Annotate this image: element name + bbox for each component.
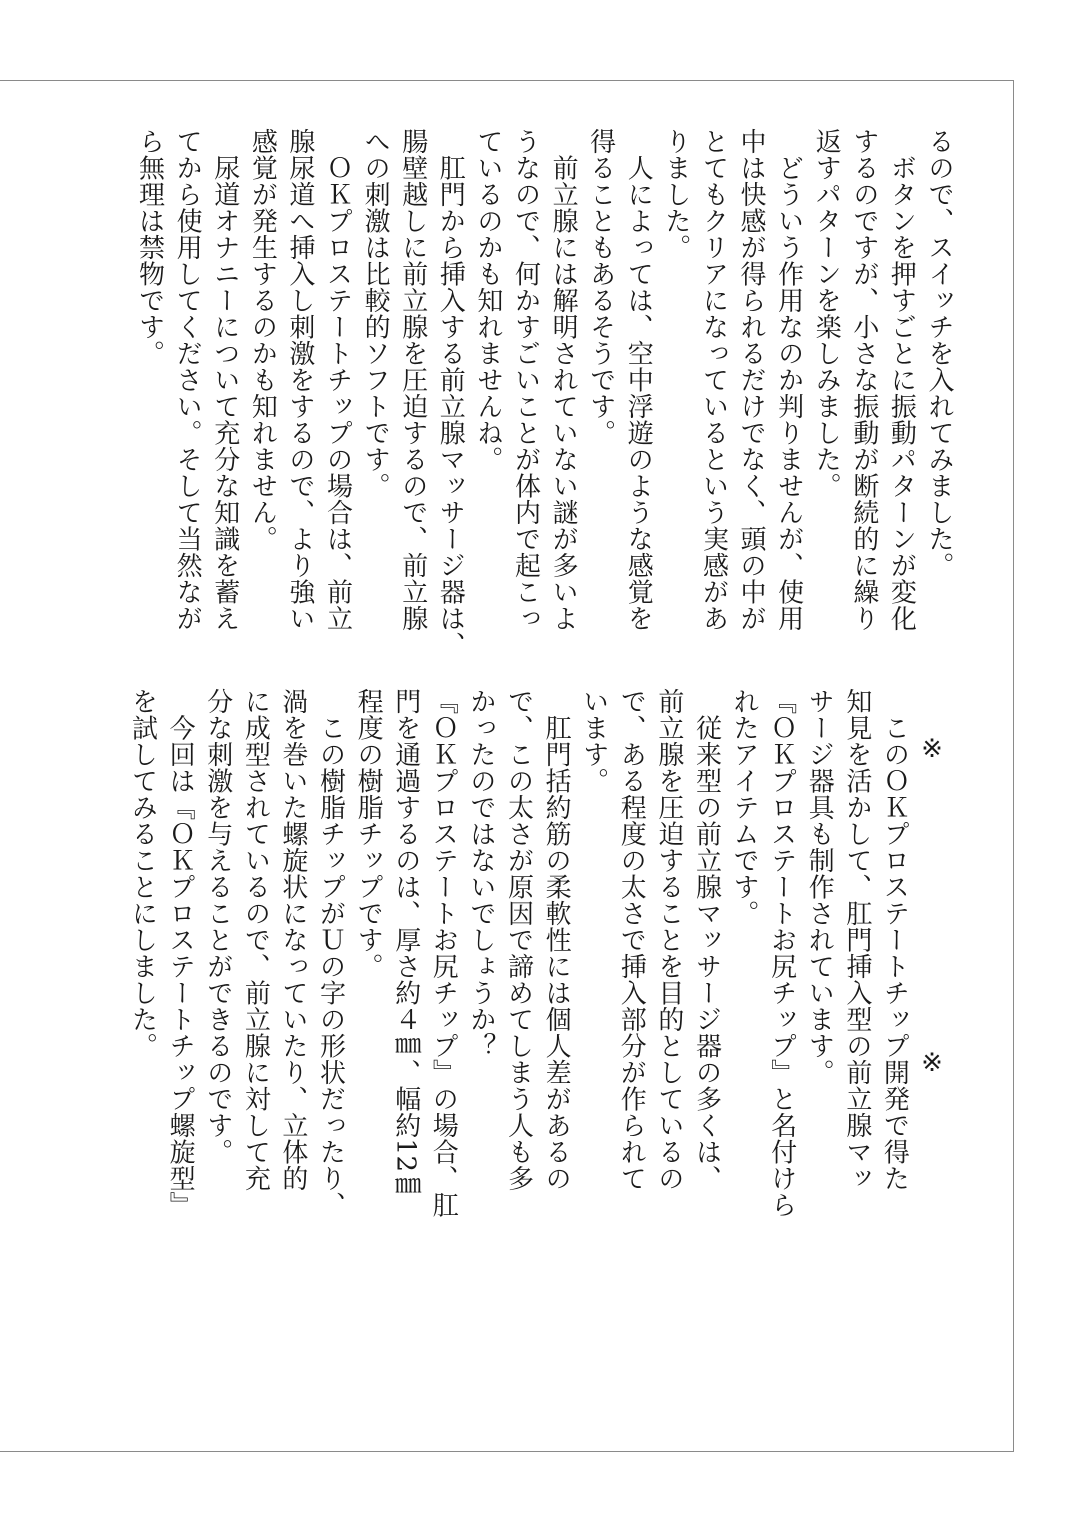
text-column: 知見を活かして、肛門挿入型の前立腺マッ <box>841 688 872 1192</box>
upper-text-block <box>130 128 957 658</box>
text-column: るので、スイッチを入れてみました。 <box>924 128 954 579</box>
text-column: れたアイテムです。 <box>729 688 760 927</box>
section-separator <box>912 688 950 1208</box>
text-column: 得ることもあるそうです。 <box>585 128 616 446</box>
text-column: への刺激は比較的ソフトです。 <box>360 128 391 499</box>
separator-mark-top: ※ <box>917 734 947 765</box>
lower-text-block <box>123 688 950 1218</box>
text-column: 渦を巻いた螺旋状になっていたり、立体的 <box>277 688 308 1192</box>
text-column: 従来型の前立腺マッサージ器の多くは、 <box>691 688 722 1192</box>
text-column: 中は快感が得られるだけでなく、頭の中が <box>736 128 767 632</box>
text-column: います。 <box>578 688 609 794</box>
text-column: 腺尿道へ挿入し刺激をするので、より強い <box>284 128 315 632</box>
text-column: 今回は『ＯＫプロステートチップ螺旋型』 <box>165 688 196 1218</box>
text-column: ボタンを押すごとに振動パターンが変化 <box>886 128 917 632</box>
text-column: 尿道オナニーについて充分な知識を蓄え <box>209 128 240 632</box>
text-column: サージ器具も制作されています。 <box>804 688 835 1086</box>
text-column: で、ある程度の太さで挿入部分が作られて <box>616 688 647 1192</box>
text-column: ら無理は禁物です。 <box>134 128 165 367</box>
text-column: ＯＫプロステートチップの場合は、前立 <box>322 128 353 632</box>
text-column: 『ＯＫプロステートお尻チップ』と名付けら <box>766 688 797 1218</box>
text-column: 『ＯＫプロステートお尻チップ』の場合、肛 <box>428 688 459 1218</box>
text-column: 前立腺を圧迫することを目的としているの <box>653 688 684 1192</box>
text-column: 肛門から挿入する前立腺マッサージ器は、 <box>435 128 466 658</box>
text-column: ているのかも知れませんね。 <box>472 128 503 473</box>
text-column: 門を通過するのは、厚さ約４㎜、幅約12㎜ <box>390 688 421 1200</box>
separator-mark-bottom: ※ <box>917 1048 947 1079</box>
text-column: このＯＫプロステートチップ開発で得た <box>879 688 910 1192</box>
text-column: どういう作用なのか判りませんが、使用 <box>773 128 804 632</box>
text-column: かったのではないでしょうか？ <box>465 688 496 1059</box>
text-column: 程度の樹脂チップです。 <box>353 688 384 980</box>
text-column: に成型されているので、前立腺に対して充 <box>240 688 271 1192</box>
text-column: を試してみることにしました。 <box>127 688 158 1059</box>
text-column: 肛門括約筋の柔軟性には個人差があるの <box>541 688 572 1192</box>
text-column: 分な刺激を与えることができるのです。 <box>202 688 233 1165</box>
text-column: するのですが、小さな振動が断続的に繰り <box>848 128 879 632</box>
text-column: りました。 <box>660 128 691 261</box>
text-column: てから使用してください。そして当然なが <box>172 128 203 632</box>
text-column: 人によっては、空中浮遊のような感覚を <box>623 128 654 632</box>
text-column: 前立腺には解明されていない謎が多いよ <box>548 128 579 632</box>
text-column: うなので、何かすごいことが体内で起こっ <box>510 128 541 632</box>
text-column: で、この太さが原因で諦めてしまう人も多 <box>503 688 534 1192</box>
text-column: とてもクリアになっているという実感があ <box>698 128 729 632</box>
text-column: 感覚が発生するのかも知れません。 <box>247 128 278 552</box>
text-column: 腸壁越しに前立腺を圧迫するので、前立腺 <box>397 128 428 632</box>
text-column: この樹脂チップがＵの字の形状だったり、 <box>315 688 346 1218</box>
text-column: 返すパターンを楽しみました。 <box>811 128 842 499</box>
